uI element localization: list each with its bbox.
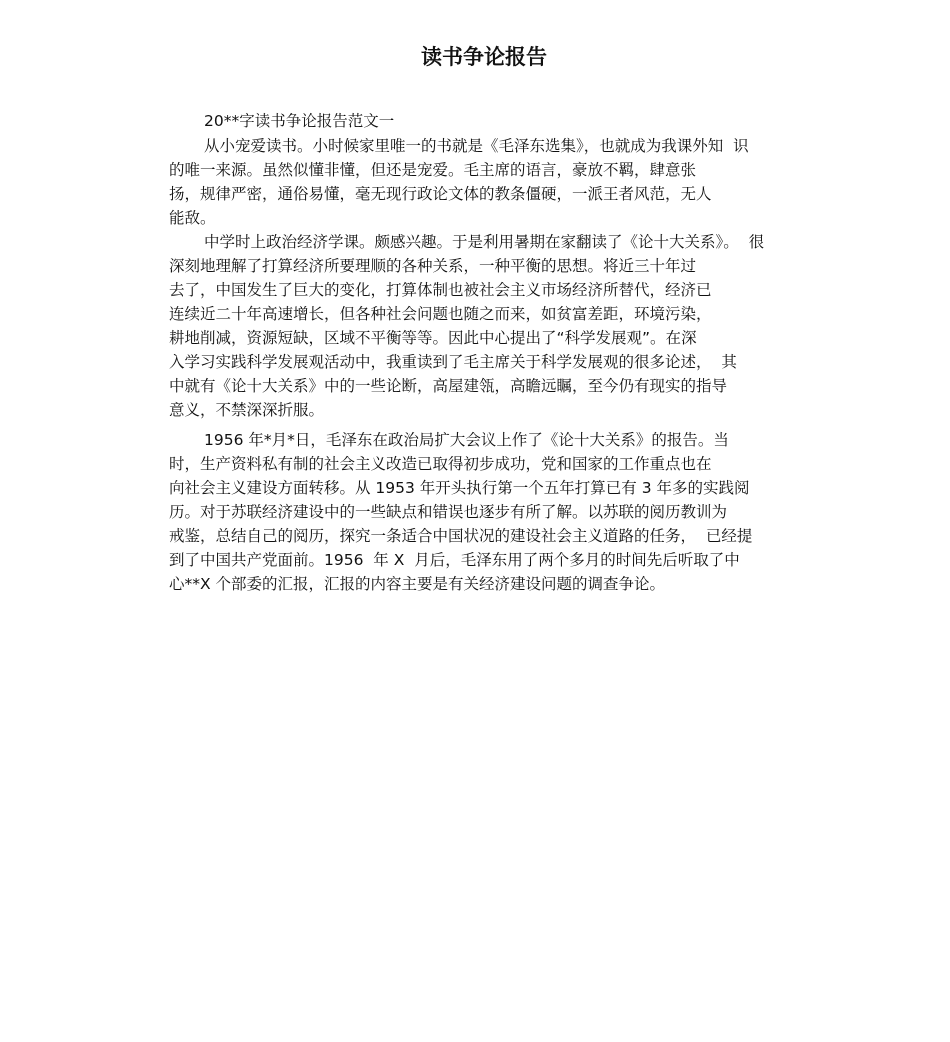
paragraph-2-line-6: 入学习实践科学发展观活动中，我重读到了毛主席关于科学发展观的很多论述， 其 [169,353,737,371]
paragraph-3-line-4: 历。对于苏联经济建设中的一些缺点和错误也逐步有所了解。以苏联的阅历教训为 [169,503,728,521]
paragraph-2-line-8: 意义，不禁深深折服。 [169,401,325,419]
paragraph-2-line-7: 中就有《论十大关系》中的一些论断，高屋建瓴，高瞻远瞩，至今仍有现实的指导 [169,377,728,395]
paragraph-3-line-5: 戒鉴，总结自己的阅历，探究一条适合中国状况的建设社会主义道路的任务， 已经提 [169,527,753,545]
paragraph-2-line-2: 深刻地理解了打算经济所要理顺的各种关系，一种平衡的思想。将近三十年过 [169,257,697,275]
paragraph-3-line-3: 向社会主义建设方面转移。从 1953 年开头执行第一个五年打算已有 3 年多的实践阅 [169,479,750,497]
paragraph-1-line-1: 从小宠爱读书。小时候家里唯一的书就是《毛泽东选集》，也就成为我课外知 识 [204,137,749,155]
paragraph-1-line-2: 的唯一来源。虽然似懂非懂，但还是宠爱。毛主席的语言，豪放不羁，肆意张 [169,161,697,179]
paragraph-2-line-1: 中学时上政治经济学课。颇感兴趣。于是利用暑期在家翻读了《论十大关系》。 很 [204,233,765,251]
paragraph-3-line-6: 到了中国共产党面前。1956 年 X 月后，毛泽东用了两个多月的时间先后听取了中 [169,551,740,569]
paragraph-2-line-4: 连续近二十年高速增长，但各种社会问题也随之而来，如贫富差距，环境污染， [169,305,712,323]
paragraph-3-line-1: 1956 年*月*日，毛泽东在政治局扩大会议上作了《论十大关系》的报告。当 [204,431,729,449]
paragraph-2-line-3: 去了，中国发生了巨大的变化，打算体制也被社会主义市场经济所替代，经济已 [169,281,712,299]
paragraph-1-line-3: 扬，规律严密，通俗易懂，毫无现行政论文体的教条僵硬，一派王者风范，无人 [169,185,712,203]
document-subtitle: 20**字读书争论报告范文一 [204,112,395,130]
document-title: 读书争论报告 [421,45,547,69]
paragraph-2-line-5: 耕地削减，资源短缺，区域不平衡等等。因此中心提出了“科学发展观”。在深 [169,329,697,347]
paragraph-1-line-4: 能敌。 [169,209,216,227]
paragraph-3-line-7: 心**X 个部委的汇报，汇报的内容主要是有关经济建设问题的调查争论。 [169,575,666,593]
paragraph-3-line-2: 时，生产资料私有制的社会主义改造已取得初步成功，党和国家的工作重点也在 [169,455,712,473]
